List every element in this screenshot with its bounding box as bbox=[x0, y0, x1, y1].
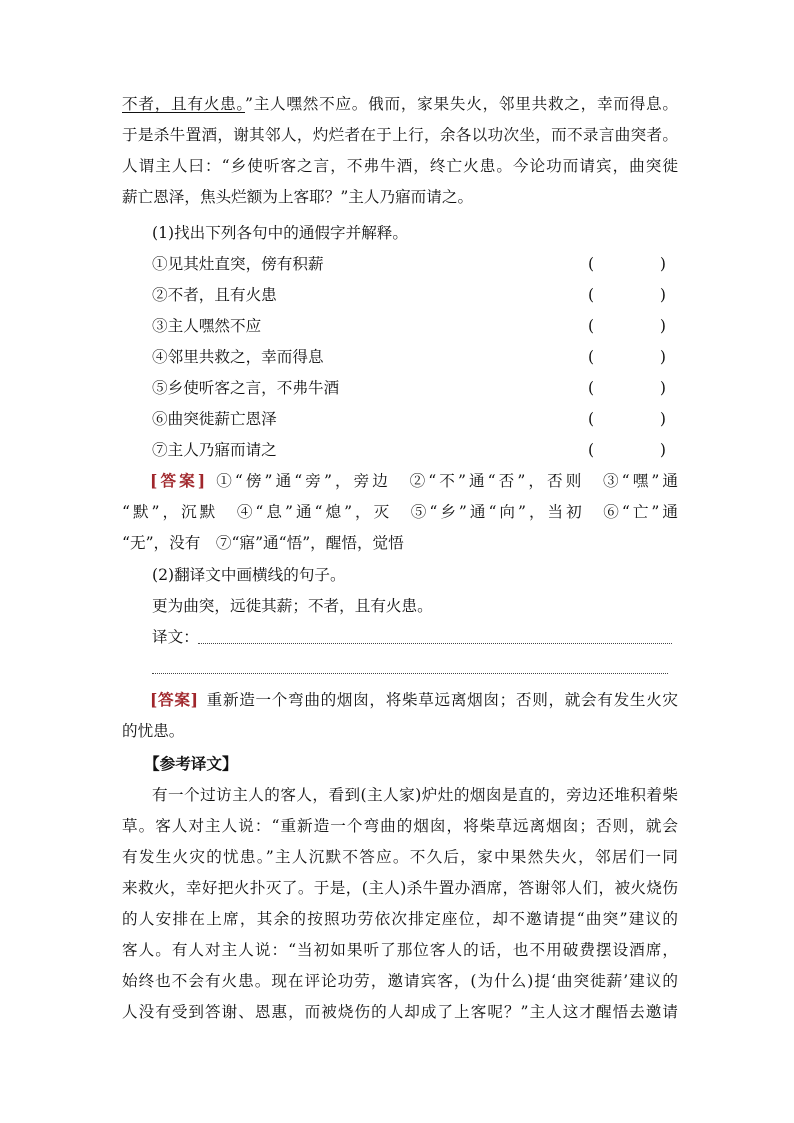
answer-blank: ( ) bbox=[588, 255, 666, 273]
answer-writing-line bbox=[152, 673, 668, 674]
answer-blank: ( ) bbox=[588, 286, 666, 304]
question-1-item: ③主人嘿然不应 bbox=[152, 317, 262, 335]
reference-line: 客人。有人对主人说：“当初如果听了那位客人的话，也不用破费摆设酒席， bbox=[122, 941, 678, 959]
passage-line-2: 于是杀牛置酒，谢其邻人，灼烂者在于上行，余各以功次坐，而不录言曲突者。 bbox=[122, 126, 678, 144]
reference-line: 人没有受到答谢、恩惠，而被烧伤的人却成了上客呢？”主人这才醒悟去邀请 bbox=[122, 1003, 678, 1021]
answer-blank: ( ) bbox=[588, 410, 666, 428]
question-2-answer: [答案] 重新造一个弯曲的烟囱，将柴草远离烟囱；否则，就会有发生火灾 bbox=[150, 690, 678, 709]
passage-line-4: 薪亡恩泽，焦头烂额为上客耶？”主人乃寤而请之。 bbox=[122, 188, 474, 206]
question-2-prompt: (2)翻译文中画横线的句子。 bbox=[152, 566, 346, 584]
question-1-item: ①见其灶直突，傍有积薪 bbox=[152, 255, 324, 273]
question-1-item: ⑥曲突徙薪亡恩泽 bbox=[152, 410, 277, 428]
question-1-item: ②不者，且有火患 bbox=[152, 286, 277, 304]
question-2-answer-cont: 的忧患。 bbox=[122, 722, 185, 740]
reference-line: 有发生火灾的忧患。”主人沉默不答应。不久后，家中果然失火，邻居们一同 bbox=[122, 848, 678, 866]
underlined-sentence: 不者，且有火患。 bbox=[122, 95, 245, 113]
question-1-item: ④邻里共救之，幸而得息 bbox=[152, 348, 324, 366]
reference-line: 始终也不会有火患。现在评论功劳，邀请宾客，(为什么)提‘曲突徙薪’建议的 bbox=[122, 972, 678, 990]
question-1-item: ⑤乡使听客之言，不弗牛酒 bbox=[152, 379, 340, 397]
answer-tag: [答案] bbox=[150, 471, 206, 490]
answer-tag: [答案] bbox=[150, 690, 198, 709]
question-1-answer-cont: “无”，没有 ⑦“寤”通“悟”，醒悟，觉悟 bbox=[122, 534, 404, 552]
translation-label: 译文： bbox=[152, 628, 199, 646]
answer-blank: ( ) bbox=[588, 441, 666, 459]
passage-line-3: 人谓主人曰：“乡使听客之言，不弗牛酒，终亡火患。今论功而请宾，曲突徙 bbox=[122, 157, 678, 175]
question-1-item: ⑦主人乃寤而请之 bbox=[152, 441, 277, 459]
question-1-answer: [答案] ①“傍”通“旁”，旁边 ②“不”通“否”，否则 ③“嘿”通 bbox=[150, 471, 678, 490]
question-1-prompt: (1)找出下列各句中的通假字并解释。 bbox=[152, 224, 408, 242]
answer-writing-line bbox=[198, 643, 672, 644]
reference-line: 有一个过访主人的客人，看到(主人家)炉灶的烟囱是直的，旁边还堆积着柴 bbox=[152, 786, 678, 804]
answer-blank: ( ) bbox=[588, 348, 666, 366]
reference-heading: 【参考译文】 bbox=[144, 754, 238, 773]
reference-line: 的人安排在上席，其余的按照功劳依次排定座位，却不邀请提“曲突”建议的 bbox=[122, 910, 678, 928]
answer-blank: ( ) bbox=[588, 317, 666, 335]
reference-line: 来救火，幸好把火扑灭了。于是，(主人)杀牛置办酒席，答谢邻人们，被火烧伤 bbox=[122, 879, 678, 897]
question-2-sentence: 更为曲突，远徙其薪；不者，且有火患。 bbox=[152, 597, 433, 615]
question-1-answer-cont: “默”，沉默 ④“息”通“熄”，灭 ⑤“乡”通“向”，当初 ⑥“亡”通 bbox=[122, 503, 678, 521]
passage-line-1: 不者，且有火患。”主人嘿然不应。俄而，家果失火，邻里共救之，幸而得息。 bbox=[122, 95, 678, 113]
answer-blank: ( ) bbox=[588, 379, 666, 397]
reference-line: 草。客人对主人说：“重新造一个弯曲的烟囱，将柴草远离烟囱；否则，就会 bbox=[122, 817, 678, 835]
